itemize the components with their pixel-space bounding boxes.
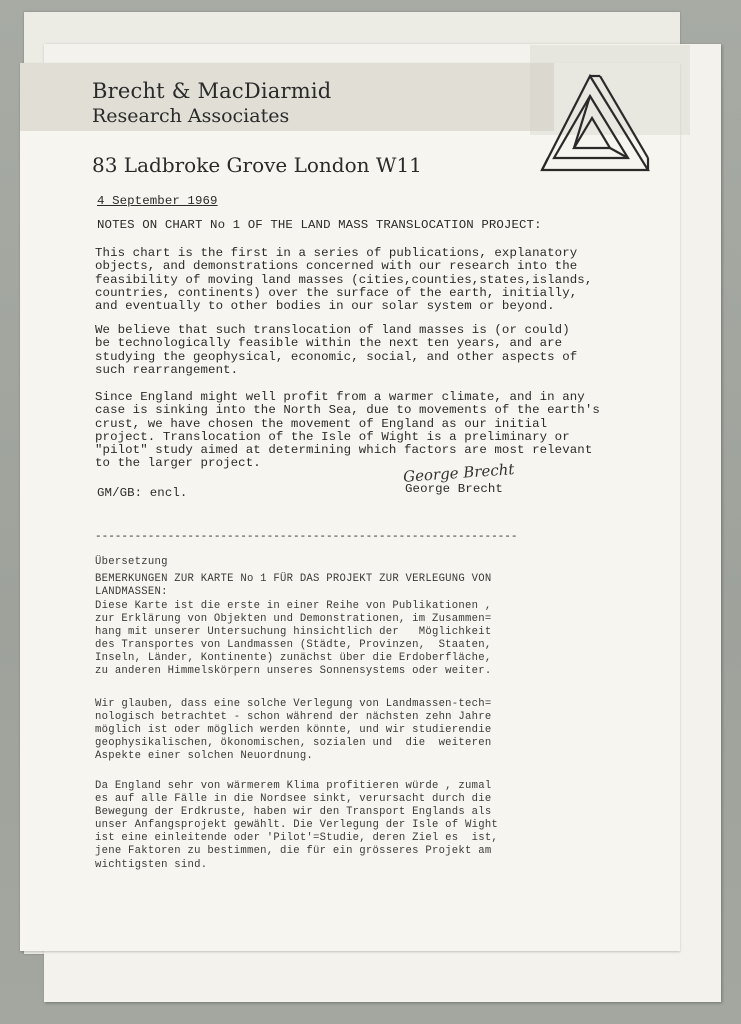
letter-date: 4 September 1969 — [97, 194, 218, 208]
impossible-triangle-icon — [540, 74, 650, 172]
letterhead-firm-subtitle: Research Associates — [92, 105, 290, 127]
letterhead-address: 83 Ladbroke Grove London W11 — [92, 153, 422, 177]
letter-paragraph-2: We believe that such translocation of land masses is (or could) be technologically feasible within the next ten years, and are studying the geophysical, economic, social, and other aspects of such rearrangement. — [95, 323, 578, 377]
letterhead-firm-name: Brecht & MacDiarmid — [92, 79, 332, 103]
dashed-separator: ---------------------------------------------------------------- — [95, 531, 518, 543]
enclosure-note: GM/GB: encl. — [97, 486, 188, 500]
handwritten-signature: George Brecht — [402, 460, 515, 486]
letter-heading: NOTES ON CHART No 1 OF THE LAND MASS TRANSLOCATION PROJECT: — [97, 218, 542, 232]
translation-paragraph-3: Da England sehr von wärmerem Klima profitieren würde , zumal es auf alle Fälle in die Nordsee sinkt, verursacht durch die Bewegung der Erdkruste, haben wir den Transport Englands als unser Anfangsprojekt gewählt. Die Verlegung der Isle of Wight ist eine einleitende oder 'Pilot'=Studie, deren Ziel es ist, jene Faktoren zu bestimmen, die für ein grösseres Projekt am wichtigsten sind. — [95, 780, 499, 871]
letter-paragraph-3: Since England might well profit from a warmer climate, and in any case is sinking into the North Sea, due to movements of the earth's crust, we have chosen the movement of England as our initial project. Translocation of the Isle of Wight is a preliminary or "pilot" study aimed at determining which factors are most relevant to the larger project. — [95, 390, 600, 471]
translation-paragraph-1: Diese Karte ist die erste in einer Reihe von Publikationen , zur Erklärung von Objekten und Demonstrationen, im Zusammen= hang mit unserer Untersuchung hinsichtlich der Möglichkeit des Transportes von Landmassen (Städte, Provinzen, Staaten, Inseln, Länder, Kontinente) zunächst über die Erdoberfläche, zu anderen Himmelskörpern unseres Sonnensystems oder weiter. — [95, 600, 492, 678]
translation-heading: BEMERKUNGEN ZUR KARTE No 1 FÜR DAS PROJEKT ZUR VERLEGUNG VON LANDMASSEN: — [95, 573, 492, 599]
translation-paragraph-2: Wir glauben, dass eine solche Verlegung von Landmassen-tech= nologisch betrachtet - schon während der nächsten zehn Jahre möglich ist oder möglich werden könnte, und wir studierendie geophysikalischen, ökonomischen, sozialen und die weiteren Aspekte einer solchen Neuordnung. — [95, 698, 492, 763]
letterhead — [92, 78, 331, 128]
signatory-name: George Brecht — [405, 482, 503, 496]
letter-paragraph-1: This chart is the first in a series of publications, explanatory objects, and demonstrations concerned with our research into the feasibility of moving land masses (cities,counties,states,islands, countries, continents) over the surface of the earth, initially, and eventually to other bodies in our solar system or beyond. — [95, 246, 593, 314]
translation-title: Übersetzung — [95, 556, 168, 568]
